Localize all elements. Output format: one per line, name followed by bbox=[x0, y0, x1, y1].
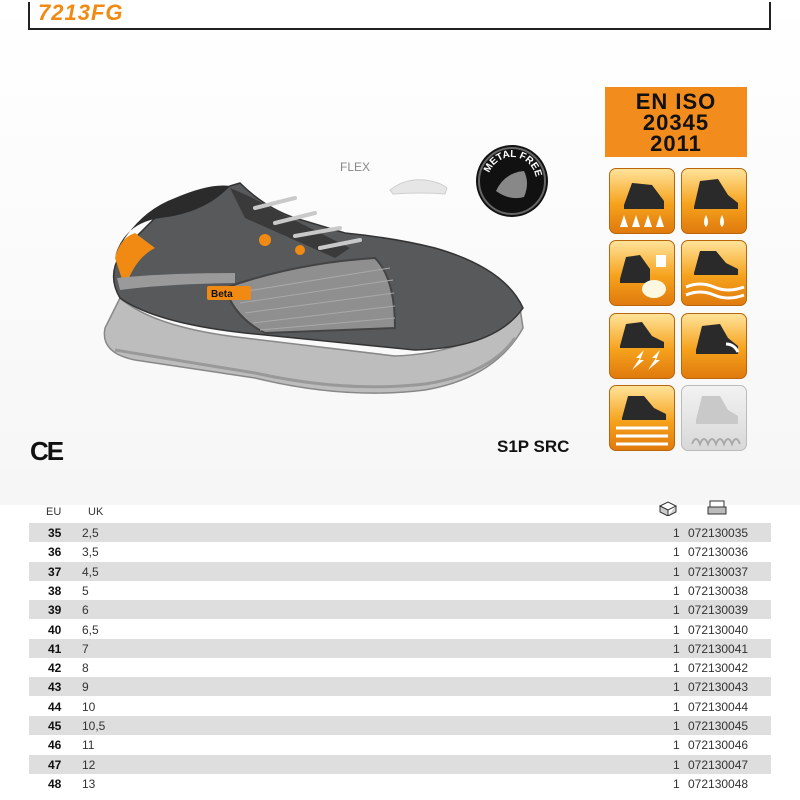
article-code: 072130039 bbox=[688, 603, 749, 618]
toe-protection-icon bbox=[681, 313, 747, 379]
eu-column-header: EU bbox=[46, 506, 62, 518]
uk-size: 11 bbox=[82, 738, 95, 753]
eu-size: 39 bbox=[48, 603, 62, 618]
svg-text:METAL FREE: METAL FREE bbox=[482, 148, 544, 178]
safety-class-label: S1P SRC bbox=[497, 437, 570, 456]
uk-size: 2,5 bbox=[82, 526, 99, 540]
quantity: 1 bbox=[673, 622, 680, 637]
standard-line-1: EN ISO bbox=[635, 89, 717, 114]
puncture-resistant-sole-icon bbox=[609, 168, 675, 234]
quantity: 1 bbox=[673, 661, 680, 676]
table-row bbox=[29, 600, 771, 619]
article-code: 072130038 bbox=[688, 583, 749, 598]
uk-size: 3,5 bbox=[82, 545, 99, 560]
table-row bbox=[29, 716, 771, 735]
quantity: 1 bbox=[673, 680, 680, 695]
article-code: 072130047 bbox=[688, 757, 749, 772]
eu-size: 46 bbox=[48, 738, 62, 753]
table-row bbox=[29, 658, 771, 677]
shoe-image bbox=[95, 178, 530, 413]
metal-free-badge bbox=[474, 143, 550, 219]
eu-size: 35 bbox=[48, 526, 62, 540]
eu-size: 38 bbox=[48, 583, 62, 598]
uk-size: 13 bbox=[82, 776, 96, 791]
package-quantity-icon bbox=[658, 500, 678, 516]
quantity: 1 bbox=[673, 641, 680, 656]
eu-size: 40 bbox=[48, 622, 62, 637]
uk-size: 9 bbox=[82, 680, 89, 695]
table-row bbox=[29, 562, 771, 581]
quantity: 1 bbox=[673, 603, 680, 618]
eu-size: 36 bbox=[48, 545, 62, 560]
standard-line-3: 2011 bbox=[650, 131, 702, 156]
uk-column-header: UK bbox=[88, 506, 104, 518]
article-code: 072130045 bbox=[688, 719, 749, 733]
article-code: 072130040 bbox=[688, 622, 749, 637]
eu-size: 45 bbox=[48, 719, 62, 733]
uk-size: 7 bbox=[82, 641, 89, 656]
uk-size: 6 bbox=[82, 603, 89, 618]
article-code: 072130035 bbox=[688, 526, 749, 540]
uk-size: 5 bbox=[82, 583, 89, 598]
article-code: 072130046 bbox=[688, 738, 749, 753]
brand-logo: Beta bbox=[211, 289, 233, 300]
quantity: 1 bbox=[673, 545, 680, 560]
table-row bbox=[29, 581, 771, 600]
article-code: 072130037 bbox=[688, 564, 749, 579]
energy-absorbing-heel-icon bbox=[609, 240, 675, 306]
table-row bbox=[29, 697, 771, 716]
oil-resistant-sole-icon bbox=[681, 240, 747, 306]
quantity: 1 bbox=[673, 776, 680, 791]
quantity: 1 bbox=[673, 583, 680, 598]
table-row bbox=[29, 639, 771, 658]
uk-size: 8 bbox=[82, 661, 89, 676]
eu-size: 42 bbox=[48, 661, 62, 676]
quantity: 1 bbox=[673, 564, 680, 579]
eu-size: 48 bbox=[48, 776, 62, 791]
eu-size: 47 bbox=[48, 757, 62, 772]
uk-size: 10,5 bbox=[82, 719, 106, 733]
article-code: 072130041 bbox=[688, 641, 749, 656]
flexed-shoe-icon bbox=[385, 170, 455, 198]
uk-size: 10 bbox=[82, 699, 96, 714]
table-row bbox=[29, 542, 771, 561]
water-resistant-icon bbox=[681, 168, 747, 234]
article-code: 072130043 bbox=[688, 680, 749, 695]
ce-mark: CE bbox=[30, 436, 63, 466]
eu-size: 41 bbox=[48, 641, 62, 656]
size-table-header bbox=[0, 506, 800, 520]
barcode-icon bbox=[707, 500, 727, 516]
table-row bbox=[29, 620, 771, 639]
article-code: 072130042 bbox=[688, 661, 749, 676]
table-row bbox=[29, 735, 771, 754]
standard-line-2: 20345 bbox=[642, 110, 710, 135]
uk-size: 4,5 bbox=[82, 564, 99, 579]
table-row bbox=[29, 774, 771, 793]
quantity: 1 bbox=[673, 699, 680, 714]
eu-size: 43 bbox=[48, 680, 62, 695]
antistatic-icon bbox=[609, 313, 675, 379]
flex-label: FLEX bbox=[340, 160, 371, 174]
eu-size: 37 bbox=[48, 564, 62, 579]
article-code: 072130036 bbox=[688, 545, 749, 560]
quantity: 1 bbox=[673, 738, 680, 753]
heat-resistant-sole-icon bbox=[681, 385, 747, 451]
quantity: 1 bbox=[673, 757, 680, 772]
uk-size: 6,5 bbox=[82, 622, 99, 637]
eu-size: 44 bbox=[48, 699, 62, 714]
article-code: 072130044 bbox=[688, 699, 749, 714]
table-row bbox=[29, 523, 771, 542]
product-code-title: 7213FG bbox=[38, 0, 124, 25]
uk-size: 12 bbox=[82, 757, 96, 772]
slip-resistant-sole-icon bbox=[609, 385, 675, 451]
table-row bbox=[29, 755, 771, 774]
standard-badge bbox=[605, 87, 747, 157]
quantity: 1 bbox=[673, 719, 680, 733]
quantity: 1 bbox=[673, 526, 680, 540]
article-code: 072130048 bbox=[688, 776, 749, 791]
product-header bbox=[28, 2, 771, 30]
table-row bbox=[29, 677, 771, 696]
